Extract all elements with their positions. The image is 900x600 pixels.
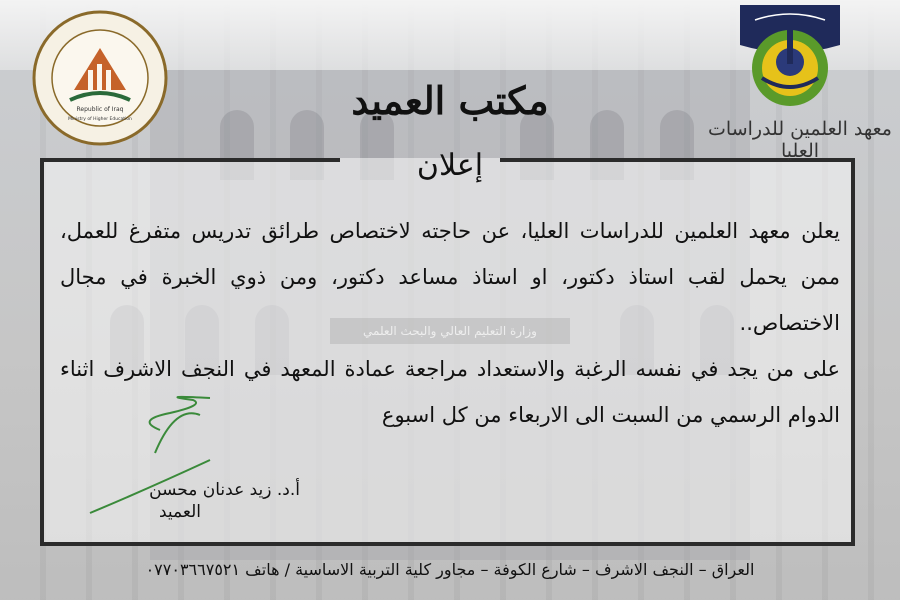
- announcement-paragraph-2: على من يجد في نفسه الرغبة والاستعداد مراجعة عمادة المعهد في النجف الاشرف اثناء الدوام الرسمي من السبت الى الاربعاء من كل اسبوع: [60, 357, 840, 427]
- svg-text:Republic of Iraq: Republic of Iraq: [76, 106, 124, 113]
- ministry-logo: [30, 8, 170, 148]
- office-title: مكتب العميد: [351, 78, 549, 123]
- svg-text:Ministry of Higher Education: Ministry of Higher Education: [68, 117, 132, 122]
- panel-border-top-left: [40, 158, 340, 162]
- announcement-title: إعلان: [416, 148, 484, 183]
- announcement-paragraph-1: يعلن معهد العلمين للدراسات العليا، عن حاجته لاختصاص طرائق تدريس متفرغ للعمل، ممن يحمل لقب استاذ دكتور، او استاذ مساعد دكتور، ومن ذوي الخبرة في مجال الاختصاص..: [60, 219, 840, 335]
- signatory-name: أ.د. زيد عدنان محسن: [149, 480, 300, 500]
- footer-address: العراق – النجف الاشرف – شارع الكوفة – مجاور كلية التربية الاساسية / هاتف ٠٧٧٠٣٦٦٧٥٢١: [145, 560, 755, 579]
- signatory-role: العميد: [159, 502, 201, 522]
- institute-name: معهد العلمين للدراسات العليا: [708, 118, 892, 162]
